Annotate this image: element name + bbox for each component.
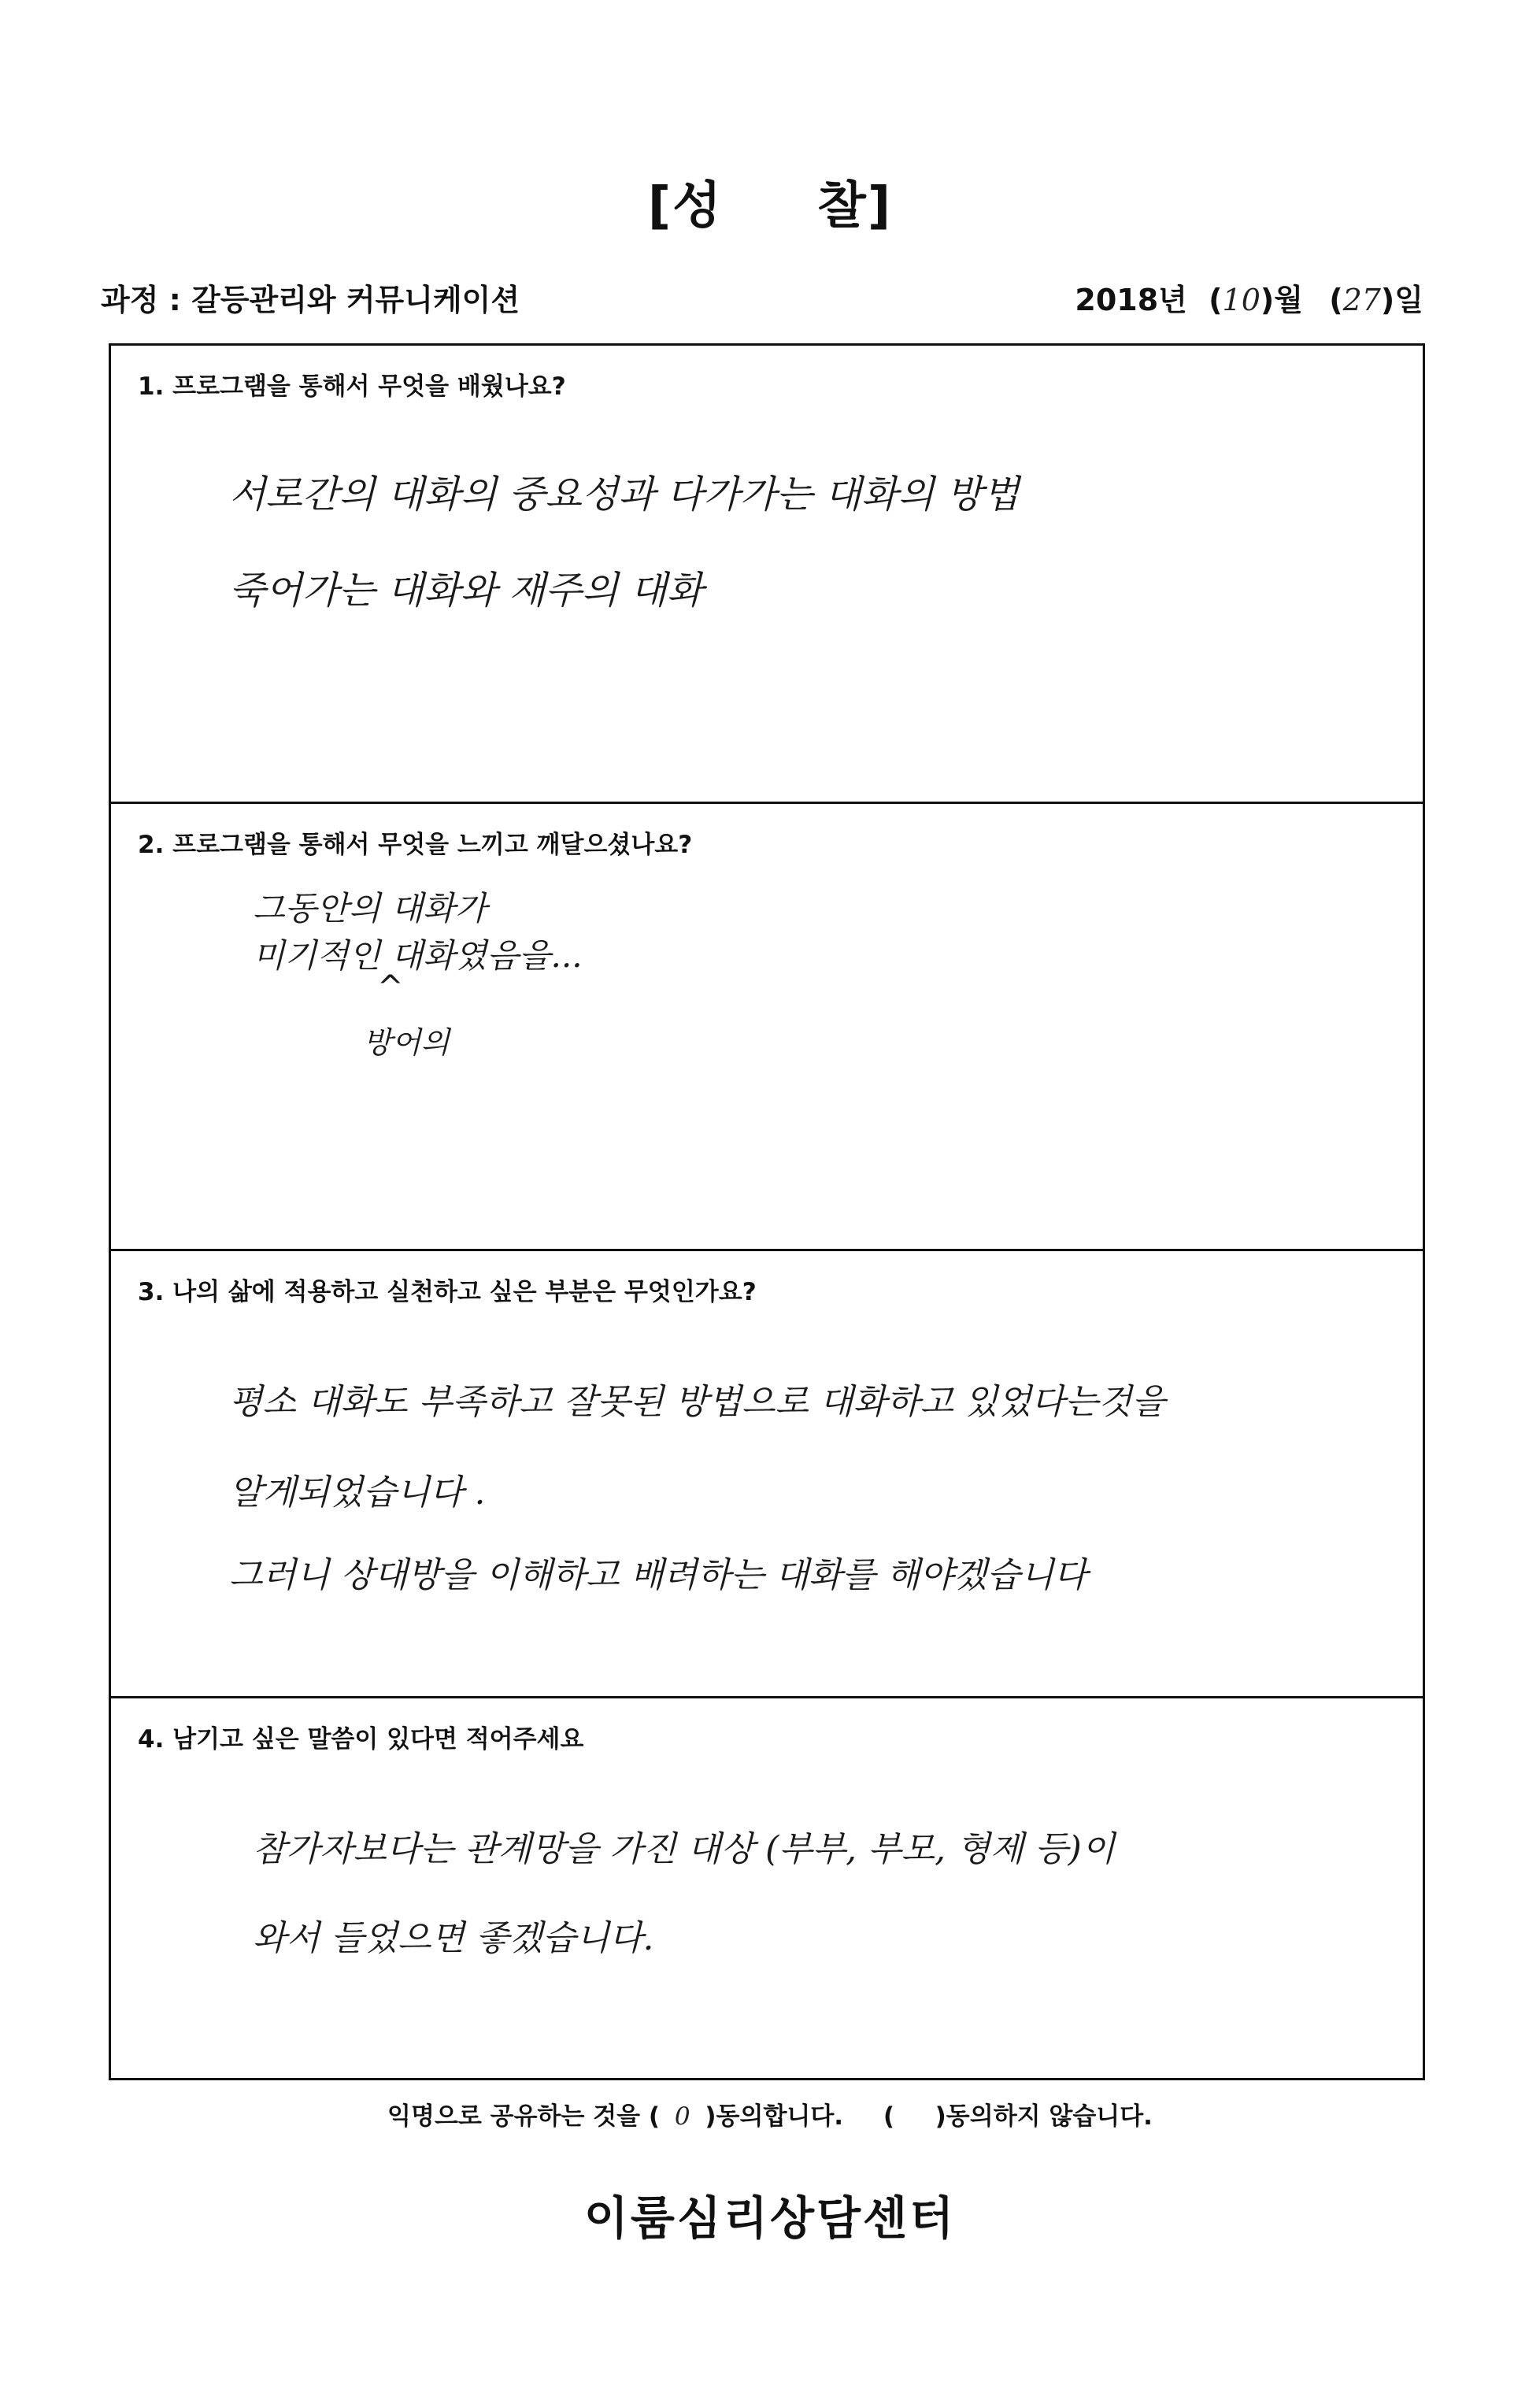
title-left: [성 xyxy=(647,177,723,235)
answer-2-line-2: 미기적인 대화였음을... xyxy=(253,936,583,975)
answer-3-line-1: 평소 대화도 부족하고 잘못된 방법으로 대화하고 있었다는것을 xyxy=(229,1382,1166,1422)
center-name: 이룸심리상담센터 xyxy=(583,2191,957,2245)
date-month-value: 10 xyxy=(1222,283,1261,317)
question-4: 4. 남기고 싶은 말씀이 있다면 적어주세요 xyxy=(138,1725,584,1754)
date-field xyxy=(1075,276,1423,319)
date-year: 2018년 xyxy=(1075,283,1187,317)
answer-2-line-1: 그동안의 대화가 xyxy=(253,889,487,928)
answer-1-line-2: 죽어가는 대화와 재주의 대화 xyxy=(229,569,704,613)
consent-agree-mark: 0 xyxy=(674,2102,690,2131)
section-4 xyxy=(111,1698,1423,2078)
answer-2-line-3: 방어의 xyxy=(363,1025,450,1060)
insertion-caret: ^ xyxy=(377,969,404,1006)
question-2: 2. 프로그램을 통해서 무엇을 느끼고 깨달으셨나요? xyxy=(138,831,693,859)
course-label: 과정 : 갈등관리와 커뮤니케이션 xyxy=(101,283,520,317)
reflection-form xyxy=(109,343,1425,2080)
question-3: 3. 나의 삶에 적용하고 실천하고 싶은 부분은 무엇인가요? xyxy=(138,1278,757,1306)
section-3 xyxy=(111,1251,1423,1698)
consent-text-c: ( xyxy=(883,2102,895,2131)
consent-text-b: )동의합니다. xyxy=(705,2102,844,2131)
section-2 xyxy=(111,804,1423,1251)
title-right: 찰] xyxy=(817,177,893,235)
date-month-open: ( xyxy=(1209,283,1223,317)
section-1 xyxy=(111,346,1423,804)
date-month-close: )월 xyxy=(1260,283,1303,317)
question-1: 1. 프로그램을 통해서 무엇을 배웠나요? xyxy=(138,372,566,401)
consent-text-a: 익명으로 공유하는 것을 ( xyxy=(387,2102,661,2131)
answer-4-line-2: 와서 들었으면 좋겠습니다. xyxy=(253,1918,654,1958)
answer-4-line-1: 참가자보다는 관계망을 가진 대상 (부부, 부모, 형제 등)이 xyxy=(253,1829,1116,1869)
answer-3-line-3: 그러니 상대방을 이해하고 배려하는 대화를 해야겠습니다 xyxy=(229,1555,1088,1595)
date-day-open: ( xyxy=(1329,283,1343,317)
consent-text-d: )동의하지 않습니다. xyxy=(935,2102,1153,2131)
answer-3-line-2: 알게되었습니다 . xyxy=(229,1472,486,1513)
answer-1-line-1: 서로간의 대화의 중요성과 다가가는 대화의 방법 xyxy=(229,472,1020,517)
document-title xyxy=(0,165,1540,238)
consent-line xyxy=(0,2096,1540,2131)
date-day-value: 27 xyxy=(1342,283,1381,317)
date-day-close: )일 xyxy=(1380,283,1423,317)
